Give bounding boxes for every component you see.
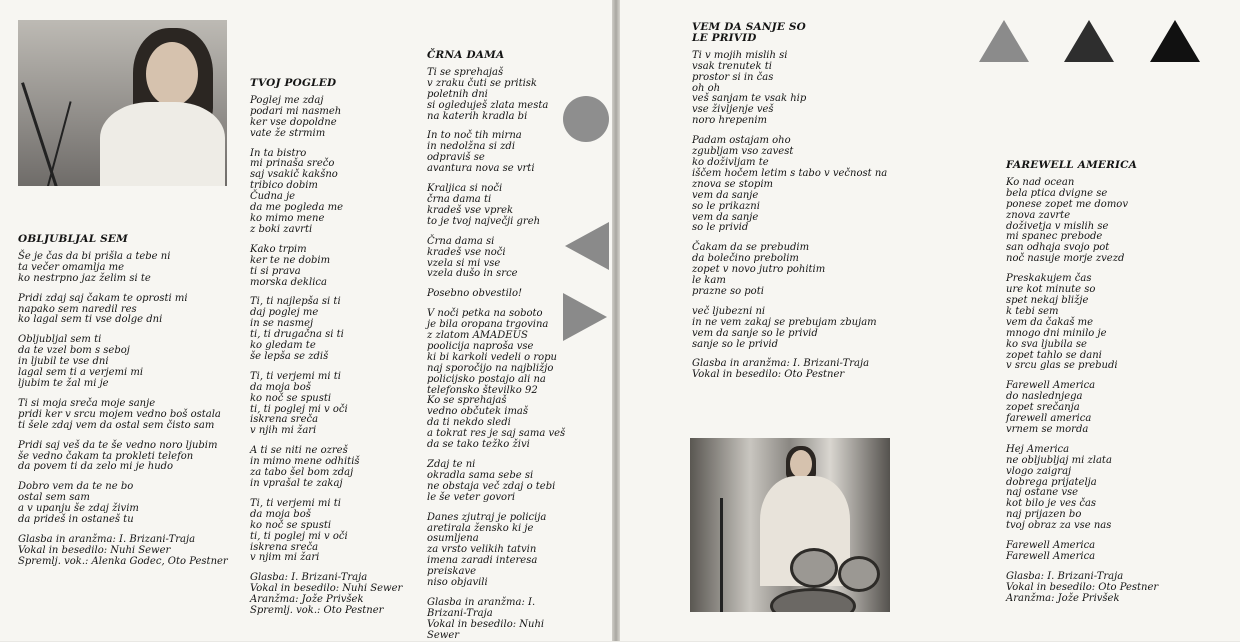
lyric-stanza: Še je čas da bi prišla a tebe ni ta večer omamlja me ko nestrpno jaz želim si te — [18, 250, 171, 284]
black-triangle-shape — [1150, 20, 1200, 62]
lyric-stanza: Ti, ti najlepša si ti daj poglej me in se nasmej ti, ti drugačna si ti ko gledam te še lepša se zdiš — [250, 296, 344, 362]
song-column — [18, 234, 258, 568]
song-credits: Glasba in aranžma: I. Brizani-Traja Vokal in besedilo: Oto Pestner — [692, 358, 870, 381]
lyric-stanza: In ta bistro mi prinaša srečo saj vsakič kakšno tribico dobim Čudna je da me pogleda me ko mimo mene z boki zavrti — [250, 147, 344, 235]
page-gutter — [612, 0, 620, 641]
lyric-stanza: Preskakujem čas ure kot minute so spet nekaj bližje k tebi sem vem da čakaš me mnogo dni minilo je ko sva ljubila se zopet tahlo se dani v srcu glas se prebudi — [1006, 273, 1118, 372]
lyric-stanza: Poglej me zdaj podari mi nasmeh ker vse dopoldne vate že strmim — [250, 94, 342, 139]
song-title: VEM DA SANJE SO LE PRIVID — [692, 21, 807, 44]
lyric-stanza: Dobro vem da te ne bo ostal sem sam a v upanju še zdaj živim da prideš in ostaneš tu — [18, 481, 139, 526]
song-credits: Glasba in aranžma: I. Brizani-Traja Vokal in besedilo: Nuhi Sewer — [427, 596, 545, 641]
lyric-stanza: Pridi saj veš da te še vedno noro ljubim še vedno čakam ta prokleti telefon da povem ti da zelo mi je hudo — [18, 439, 218, 473]
lyric-stanza: Ti si moja sreča moje sanje pridi ker v srcu mojem vedno boš ostala ti šele zdaj vem da ostal sem čisto sam — [18, 397, 221, 431]
light-triangle-shape — [979, 20, 1029, 62]
lyric-stanza: Padam ostajam oho zgubljam vso zavest ko doživljam te iščem hočem letim s tabo v večnost na znova se stopim vem da sanje so le prikazni vem da sanje so le privid — [692, 135, 888, 234]
lyric-stanza: In to noč tih mirna in nedolžna si zdi odpraviš se avantura nova se vrti — [427, 130, 535, 175]
lyric-stanza: V noči petka na soboto je bila oropana trgovina z zlatom AMADEUS poolicija naproša vse ki bi karkoli vedeli o ropu naj sporočijo na najbližjo policijsko postajo ali na telefonsko številko 92 Ko se sprehajaš vedno občutek imaš da ti nekdo sledi a tokrat res je saj sama veš da se tako težko živi — [427, 308, 566, 451]
song-column — [427, 50, 567, 642]
lyric-stanza: Posebno obvestilo! — [427, 288, 523, 300]
drummer-photo — [690, 438, 890, 612]
lyric-stanza: Ti v mojih mislih si vsak trenutek ti prostor si in čas oh oh veš sanjam te vsak hip vse življenje veš noro hrepenim — [692, 49, 807, 127]
lyric-stanza: Danes zjutraj je policija aretirala žensko ki je osumljena za vrsto velikih tatvin imena zaradi interesa preiskave niso objavili — [427, 511, 547, 589]
grey-circle-shape — [562, 95, 610, 143]
lyric-stanza: Obljubljal sem ti da te vzel bom s seboj in ljubil te vse dni lagal sem ti a verjemi mi ljubim te žal mi je — [18, 334, 144, 389]
dark-triangle-shape — [1064, 20, 1114, 62]
right-pointing-triangle-shape — [563, 293, 607, 341]
lyric-stanza: A ti se niti ne ozreš in mimo mene odhitiš za tabo šel bom zdaj in vprašal te zakaj — [250, 445, 360, 489]
song-title: TVOJ POGLED — [250, 77, 337, 89]
song-title: ČRNA DAMA — [427, 49, 505, 61]
song-column — [250, 78, 420, 617]
lyric-stanza: Ti se sprehajaš v zraku čuti se pritisk poletnih dni si ogleduješ zlata mesta na katerih kradla bi — [427, 66, 549, 122]
song-column — [1006, 160, 1186, 605]
lyric-stanza: Farewell America Farewell America — [1006, 540, 1096, 562]
lyric-stanza: Zdaj te ni okradla sama sebe si ne obstaja več zdaj o tebi le še veter govori — [427, 459, 556, 503]
song-column — [692, 22, 907, 381]
lyric-stanza: več ljubezni ni in ne vem zakaj se prebujam zbujam vem da sanje so le privid sanje so le privid — [692, 305, 877, 350]
lyric-stanza: Ti, ti verjemi mi ti da moja boš ko noč se spusti ti, ti poglej mi v oči iskrena sreča v njih mi žari — [250, 370, 348, 437]
lyric-stanza: Ko nad ocean bela ptica dvigne se ponese zopet me domov znova zavrte doživetja v mislih se mi spanec prebode san odhaja svojo pot noč nasuje morje zvezd — [1006, 176, 1128, 265]
left-pointing-triangle-shape — [565, 222, 609, 270]
song-credits: Glasba: I. Brizani-Traja Vokal in besedilo: Nuhi Sewer Aranžma: Jože Privšek Spremlj. vok.: Oto Pestner — [250, 572, 403, 617]
lyric-stanza: Kako trpim ker te ne dobim ti si prava morska deklica — [250, 243, 331, 288]
lyric-stanza: Ti, ti verjemi mi ti da moja boš ko noč se spusti ti, ti poglej mi v oči iskrena sreča v njim mi žari — [250, 497, 348, 564]
lyric-stanza: Hej America ne obljubljaj mi zlata vlogo zaigraj dobrega prijatelja naj ostane vse kot bilo je ves čas naj prijazen bo tvoj obraz za vse nas — [1006, 443, 1112, 532]
song-title: FAREWELL AMERICA — [1006, 159, 1138, 171]
lyric-stanza: Farewell America do naslednjega zopet srečanja farewell america vrnem se morda — [1006, 380, 1096, 435]
song-credits: Glasba: I. Brizani-Traja Vokal in besedilo: Oto Pestner Aranžma: Jože Privšek — [1006, 570, 1159, 604]
song-title: OBLJUBLJAL SEM — [18, 233, 128, 245]
lyric-stanza: Čakam da se prebudim da bolečino prebolim zopet v novo jutro pohitim le kam prazne so poti — [692, 242, 826, 297]
lyric-stanza: Pridi zdaj saj čakam te oprosti mi napako sem naredil res ko lagal sem ti vse dolge dni — [18, 292, 188, 326]
lyric-stanza: Črna dama si kradeš vse noči vzela si mi vse vzela dušo in srce — [427, 235, 518, 280]
lyric-stanza: Kraljica si noči črna dama ti kradeš vse vprek to je tvoj največji greh — [427, 183, 541, 227]
song-credits: Glasba in aranžma: I. Brizani-Traja Vokal in besedilo: Nuhi Sewer Spremlj. vok.: Alenka Godec, Oto Pestner — [18, 533, 228, 567]
portrait-photo — [18, 20, 227, 186]
